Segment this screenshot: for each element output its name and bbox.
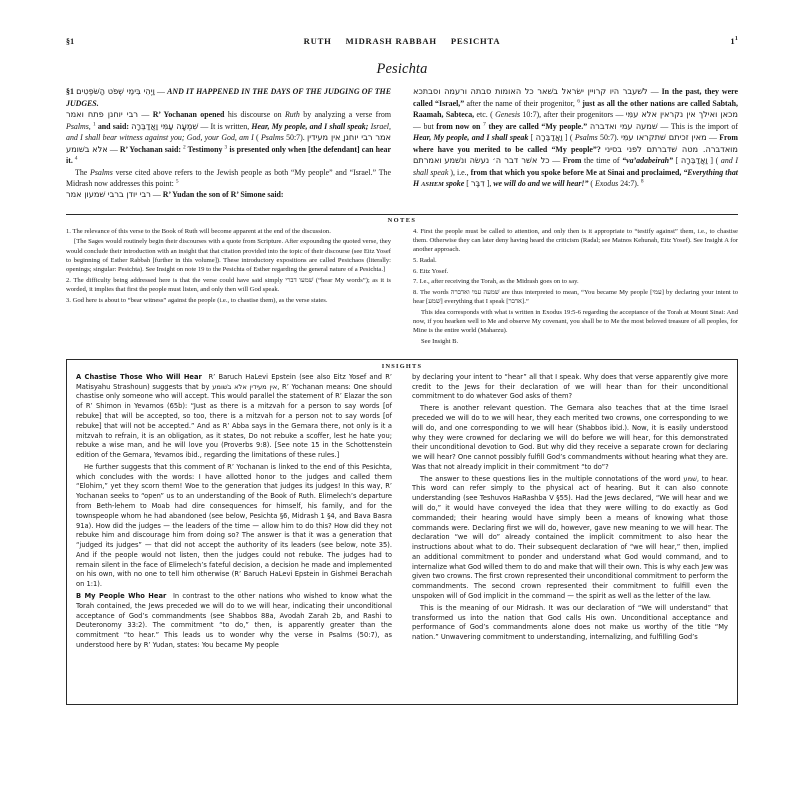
footnote-marker: 7 bbox=[483, 120, 486, 127]
hebrew-text: שִׁמְעָה עַמִּי וַאֲדַבֵּרָה bbox=[131, 120, 199, 131]
bold-text: R’ Yudan the son of R’ Simone said: bbox=[162, 190, 284, 200]
plain-text: 50:7). bbox=[286, 133, 305, 143]
note-number: 1. bbox=[66, 227, 73, 235]
plain-text: his discourse on bbox=[227, 109, 285, 119]
insights-columns bbox=[76, 373, 728, 653]
note-text: Radal. bbox=[419, 256, 437, 264]
note-text: See Insight B. bbox=[421, 338, 459, 346]
note-number: 5. bbox=[413, 256, 420, 264]
note-text: God here is about to “bear witness” against the people (i.e., to chastise them), as the verse states. bbox=[72, 296, 328, 304]
insight-body: This is the meaning of our Midrash. It was our declaration of “We will understand” that transformed us into the nation that God calls His own. Unconditional acceptance and performance of God’s commandments alone does not make us worthy of the title “My nation.” Unwavering commitment to understanding, internalizing, and fulfilling God’s bbox=[412, 603, 728, 642]
note-item bbox=[413, 227, 738, 255]
notes-columns bbox=[66, 227, 738, 348]
em-dash: — bbox=[708, 133, 717, 143]
insight-body: There is another relevant question. The Gemara also teaches that at the time Israel preceded we will do to we will hear, they each merited two crowns, one corresponding to we will do, and one corresponding to we will hear (Shabbos ibid.). Now, it is easily understood why they were crowned for declaring we will do before we will hear, for this demonstrated their unconditional devotion to God. But why did they receive a separate crown for declaring we will hear? One cannot possibly fulfill God’s commandments without hearing what they are. Was that not already implicit in their commitment “to do”? bbox=[412, 404, 728, 471]
bold-text: R’ Yochanan said: bbox=[119, 144, 181, 154]
em-dash: — bbox=[552, 156, 561, 166]
insights-left-column bbox=[76, 373, 392, 653]
insight-paragraph bbox=[76, 373, 392, 461]
note-text: The difficulty being addressed here is that the verse could have said simply שׁמעו דברי (“hear My words”); as it is worded, it implies that first the people must listen, and only then will God speak. bbox=[66, 276, 391, 294]
note-text: [The Sages would routinely begin their discourses with a quote from Scripture. After expounding the quoted verse, they would conclude their introduction with an insight that that citation provided into the topic of their discourse (see Eitz Yosef to beginning of Esther Rabbah [further in this volume]). These introductory expositions are called Pesichaos (literally: openings; singular: Pesichta). See Insight on note 19 to the Pesichta of Esther regarding the general nature of a Pesichta.] bbox=[66, 238, 391, 274]
notes-divider bbox=[66, 214, 738, 215]
insights-section bbox=[66, 359, 738, 705]
note-text: The relevance of this verse to the Book of Ruth will become apparent at the end of the discussion. bbox=[72, 227, 331, 235]
note-item bbox=[413, 256, 738, 265]
hebrew-text: וַאֲדַבֵּרָה bbox=[535, 132, 563, 143]
running-head-chapter: PESICHTA bbox=[450, 36, 501, 46]
hebrew-text: מואדברה. מטה שׁדברתם לפני בסיני ואמרתם bbox=[413, 143, 738, 166]
plain-text: 10:7), after their progenitors — bbox=[522, 109, 624, 119]
italic-text: Ruth bbox=[284, 109, 300, 119]
note-text: I.e., after receiving the Torah, as the Midrash goes on to say. bbox=[419, 278, 579, 286]
insight-heading: Chastise Those Who Will Hear bbox=[84, 372, 209, 381]
main-paragraph bbox=[413, 86, 738, 190]
hebrew-text: מאין זכיתם שׁתקראו עמִּי bbox=[620, 132, 707, 143]
main-paragraph bbox=[66, 189, 391, 201]
plain-text: [ bbox=[675, 156, 679, 166]
hebrew-text: שׁמעה עמי ואדברה bbox=[589, 120, 658, 131]
em-dash: — bbox=[660, 121, 669, 131]
italic-text: Psalms bbox=[260, 133, 284, 143]
insight-letter: B bbox=[76, 592, 85, 601]
insight-paragraph bbox=[76, 592, 392, 651]
hebrew-text: אמר רבי יוחנןַ אין מעידין אלא בשׁומע bbox=[66, 132, 392, 154]
page-title: Pesichta bbox=[376, 61, 428, 77]
plain-text: ] ( bbox=[564, 133, 573, 143]
note-item bbox=[413, 308, 738, 336]
bold-text: from now on bbox=[436, 121, 481, 131]
hebrew-text: לשׁעבר היו קרויין ישׂראל בשׁאר כל האומות סבתה ורעמה וסבתכא bbox=[413, 86, 648, 96]
note-item bbox=[66, 296, 391, 305]
footnote-marker: 2 bbox=[183, 144, 186, 151]
bold-text: from that which you spoke before Me at Sinai and proclaimed, bbox=[470, 168, 684, 178]
note-item bbox=[66, 276, 391, 294]
note-number: 8. bbox=[413, 289, 420, 297]
insight-paragraph bbox=[412, 475, 728, 602]
insight-body: R’ Baruch HaLevi Epstein (see also Eitz Yosef and R’ Matisyahu Strashoun) suggests that by אין מעידין אלא בשׁומע, R’ Yochanan means: One should chastise only someone who will accept. This would parallel the statement of R’ Elazar the son of R’ Shimon in Yevamos (65b): “Just as there is a mitzvah for a person to say words [of rebuke] that will be accepted, so too, there is a mitzvah for a person not to say words [of rebuke] that will not be accepted.” And as R’ Abba says in the Gemara there, not only is it a mitzvah to refrain, it is an obligation, as it states, Do not rebuke a scoffer, lest he hate you; rebuke a wise man, and he will love you (Proverbs 9:8). [See note 15 in the Schottenstein edition of the Gemara, Yevamos ibid., regarding the limitations of these rules.] bbox=[76, 372, 393, 460]
insight-paragraph bbox=[412, 373, 728, 402]
italic-text: Psalms, bbox=[66, 121, 91, 131]
em-dash: — bbox=[152, 190, 161, 200]
insight-paragraph bbox=[76, 463, 392, 590]
main-paragraph bbox=[66, 109, 391, 167]
note-item bbox=[66, 227, 391, 236]
em-dash: — bbox=[109, 144, 118, 154]
running-head-title bbox=[186, 36, 618, 46]
main-text-right-column bbox=[413, 86, 738, 201]
main-text-left-column bbox=[66, 86, 391, 201]
insights-right-column bbox=[412, 373, 728, 653]
plain-text: but bbox=[423, 121, 437, 131]
italic-text: Exodus bbox=[595, 179, 619, 189]
bold-italic-text: Hear, My people, and I shall speak bbox=[413, 133, 529, 143]
footnote-marker: 3 bbox=[224, 144, 228, 151]
bold-text: and said: bbox=[95, 121, 129, 131]
plain-text: ), i.e., bbox=[450, 168, 471, 178]
page-number-value: 1 bbox=[730, 36, 735, 46]
em-dash: — bbox=[200, 121, 209, 131]
note-item bbox=[413, 337, 738, 346]
note-text: First the people must be called to attention, and only then is it appropriate to “testify against” them, i.e., to chastise them. Otherwise they can later deny having heard the criticism (Radal; see Matnos Kehunah, Eitz Yosef). See Insight A for another approach. bbox=[413, 227, 738, 254]
running-head-book: RUTH bbox=[303, 36, 332, 46]
em-dash: — bbox=[650, 87, 659, 96]
bold-text: Testimony bbox=[185, 144, 223, 154]
plain-text: verse cited above refers to the Jewish people as both “My people” and “Israel.” The Midrash now addresses this point: bbox=[66, 167, 391, 188]
bold-text: From where have you merited to be called “My people”? bbox=[413, 133, 738, 154]
hebrew-text: דִבֶּר bbox=[470, 178, 485, 189]
notes-left-column bbox=[66, 227, 391, 348]
italic-text: Genesis bbox=[495, 109, 521, 119]
bold-text: just as all the other nations are called Sabtah, Raamah, Sabteca, bbox=[413, 98, 738, 119]
insight-paragraph bbox=[412, 404, 728, 472]
note-number: 7. bbox=[413, 278, 420, 286]
bold-text: From bbox=[562, 156, 582, 166]
footnote-marker: 1 bbox=[92, 120, 96, 127]
note-text: This idea corresponds with what is written in Exodus 19:5-6 regarding the acceptance of the Torah at Mount Sinai: And now, if you hearken well to Me and observe My covenant, you shall be to Me the most beloved treasure of all peoples, for Mine is the entire world (Maharzu). bbox=[413, 308, 738, 335]
main-paragraph bbox=[66, 167, 391, 189]
hebrew-text: וַיְהִי בִּימֵי שְׁפֹט הַשֹּׁפְטִים bbox=[76, 86, 155, 96]
note-item bbox=[413, 267, 738, 276]
note-item bbox=[413, 277, 738, 286]
bold-text: R’ Yochanan opened bbox=[152, 109, 225, 119]
insight-body: He further suggests that this comment of R’ Yochanan is linked to the end of this Pesichta, which concludes with the words: I have allotted honor to the judges and called them “Elohim,” yet they scorn them! Woe to the generation that judges its judges! In this way, R’ Yochanan seeks to “open” us to an understanding of the Book of Ruth. Elimelech’s departure from Beth-lehem to Moab had dire consequences for himself, his family, and for the townspeople whom he had abandoned (see below, Pesichta §6, Midrash 1 §4, and Bava Basra 91a). How did the judges — the leaders of the time — allow him to do this? How did they not rebuke him and discourage him from doing so? The answer is that it was a generation that “judged its judges” — that did not accept the authority of its leaders (see below, note 35). And if the people would not listen, then the judges could not rebuke. The judges had to remain silent in the face of Elimelech’s fateful decision, a decision he made and implemented on his own, with no one to tell him otherwise (R’ Baruch HaLevi Epstein in Gishmei Berachah on 1:1). bbox=[76, 462, 392, 589]
insights-label: INSIGHTS bbox=[381, 362, 423, 370]
hebrew-text: כל אשׁר דבר ה׳ נעשׂה ונשׁמע bbox=[444, 155, 550, 166]
plain-text: by analyzing a verse from bbox=[303, 109, 391, 119]
plain-text: ( bbox=[590, 179, 594, 189]
note-number: 3. bbox=[66, 296, 73, 304]
main-text bbox=[66, 86, 738, 201]
em-dash: — bbox=[141, 109, 150, 119]
page-number-superscript: 1 bbox=[734, 36, 738, 43]
plain-text: [ bbox=[466, 179, 469, 189]
plain-text: ] ( bbox=[710, 156, 719, 166]
note-item bbox=[413, 288, 738, 306]
italic-text: Psalms bbox=[574, 133, 598, 143]
insight-paragraph bbox=[412, 604, 728, 643]
note-number: 6. bbox=[413, 267, 420, 275]
bold-text: In the past, they were called “Israel,” bbox=[413, 87, 738, 108]
note-number: 4. bbox=[413, 227, 421, 235]
italic-text: and I shall speak bbox=[413, 156, 738, 178]
bold-italic-text: “Everything that H bbox=[413, 168, 738, 189]
hebrew-text: מכאן ואילך אין נקראין אלא עמִּי bbox=[625, 108, 738, 119]
plain-text: 24:7). bbox=[620, 179, 639, 189]
bold-text: is presented only when [the defendant] can hear it. bbox=[66, 144, 391, 166]
plain-text: after the name of their progenitor, bbox=[466, 98, 575, 108]
bold-italic-text: AND IT HAPPENED IN THE DAYS OF THE JUDGING OF THE JUDGES. bbox=[66, 87, 391, 108]
plain-text: etc. ( bbox=[476, 109, 493, 119]
section-marker: §1 bbox=[66, 87, 74, 96]
hebrew-text: רבי יודן ברבי שׁמעון אמר bbox=[66, 189, 151, 200]
bold-italic-text: “va’adabeirah” bbox=[622, 156, 673, 166]
note-number: 2. bbox=[66, 276, 74, 284]
plain-text: This is the import of bbox=[670, 121, 738, 131]
footnote-marker: 4 bbox=[74, 155, 78, 162]
em-dash: — bbox=[157, 87, 165, 96]
notes-right-column bbox=[413, 227, 738, 348]
plain-text: the time of bbox=[584, 156, 623, 166]
insight-body: In contrast to the other nations who wished to know what the Torah contained, the Jews preceded we will do to we will hear, indicating their unconditional acceptance of God’s commandments (see Shabbos 88a, Avodah Zarah 2b, and Rashi to Deuteronomy 33:2). The commitment “to do,” then, is apparently greater than the commitment “to hear.” This leads us to wonder why the verse in Psalms (50:7), as understood here by R’ Yudan, states: You became My people bbox=[76, 592, 392, 649]
running-head-work: MIDRASH RABBAH bbox=[345, 36, 437, 46]
bold-italic-text: we will do and we will hear!” bbox=[493, 179, 589, 189]
page-number bbox=[618, 36, 738, 46]
footnote-marker: 6 bbox=[577, 98, 580, 105]
plain-text: ( bbox=[256, 133, 259, 143]
italic-text: Israel, and I shall bear witness against you; God, your God, am I bbox=[66, 121, 391, 143]
plain-text: It is written, bbox=[210, 121, 252, 131]
running-head-section-marker: §1 bbox=[66, 37, 75, 46]
insight-heading: My People Who Hear bbox=[84, 592, 173, 601]
bold-italic-text: spoke bbox=[445, 179, 465, 189]
insight-body: by declaring your intent to “hear” all that I speak. Why does that verse apparently give more credit to the Jews for their declaration of we will hear than for their unconditional commitment to do whatever God asks of them? bbox=[412, 372, 728, 401]
insight-body: The answer to these questions lies in the multiple connotations of the word שׁמע, to hear. This word can refer simply to the physical act of hearing. But it can also connote understanding (see Teshuvos HaRashba V §55). Had the Jews declared, “We will hear and we will do,” it would have conveyed the idea that they were willing to do exactly as God commanded; their hearing would have simply been a means of knowing what those commands were. Declaring first we will do, however, gave new meaning to we will hear. The declaration “we will do” already contained the implicit commitment to also hear the instructions about what to do. Their subsequent declaration of “we will hear,” then, implied an additional commitment to ponder and understand what God would command, and to internalize what God willed them to do and make that will their own. This is why each Jew was given two crowns. The first crown represented their unconditional commitment to perform the commandments. The second crown represented their commitment to fulfill even the unspoken will of God implicit in the command — the spirit as well as the letter of the law. bbox=[412, 474, 728, 601]
hebrew-text: וַאֲדַבֵּרָה bbox=[680, 155, 708, 166]
plain-text: The bbox=[75, 167, 91, 177]
footnote-marker: 8 bbox=[640, 178, 644, 185]
hebrew-text: רבי יוחנן פתח ואמר bbox=[66, 108, 138, 119]
plain-text: [ bbox=[530, 133, 534, 143]
note-text: The words שׁמעה עמי ואדברה are thus interpreted to mean, “You became My people [עמי] by declaring your intent to hear [שׁמע] everything that I speak [אדבר].” bbox=[413, 289, 738, 306]
footnote-marker: 5 bbox=[175, 178, 179, 185]
insight-letter: A bbox=[76, 372, 85, 381]
em-dash: — bbox=[413, 121, 421, 131]
divine-name: ASHEM bbox=[421, 181, 444, 189]
bold-italic-text: Hear, My people, and I shall speak; bbox=[251, 121, 369, 131]
plain-text: 50:7). bbox=[600, 133, 619, 143]
running-head bbox=[66, 36, 738, 52]
italic-text: Psalms bbox=[90, 167, 113, 177]
main-paragraph bbox=[66, 86, 391, 109]
note-text: Eitz Yosef. bbox=[419, 267, 449, 275]
bold-text: they are called “My people.” bbox=[485, 121, 588, 131]
plain-text: ], bbox=[486, 179, 494, 189]
notes-label: NOTES bbox=[387, 216, 417, 224]
note-item bbox=[66, 237, 391, 274]
notes-section bbox=[66, 214, 738, 348]
